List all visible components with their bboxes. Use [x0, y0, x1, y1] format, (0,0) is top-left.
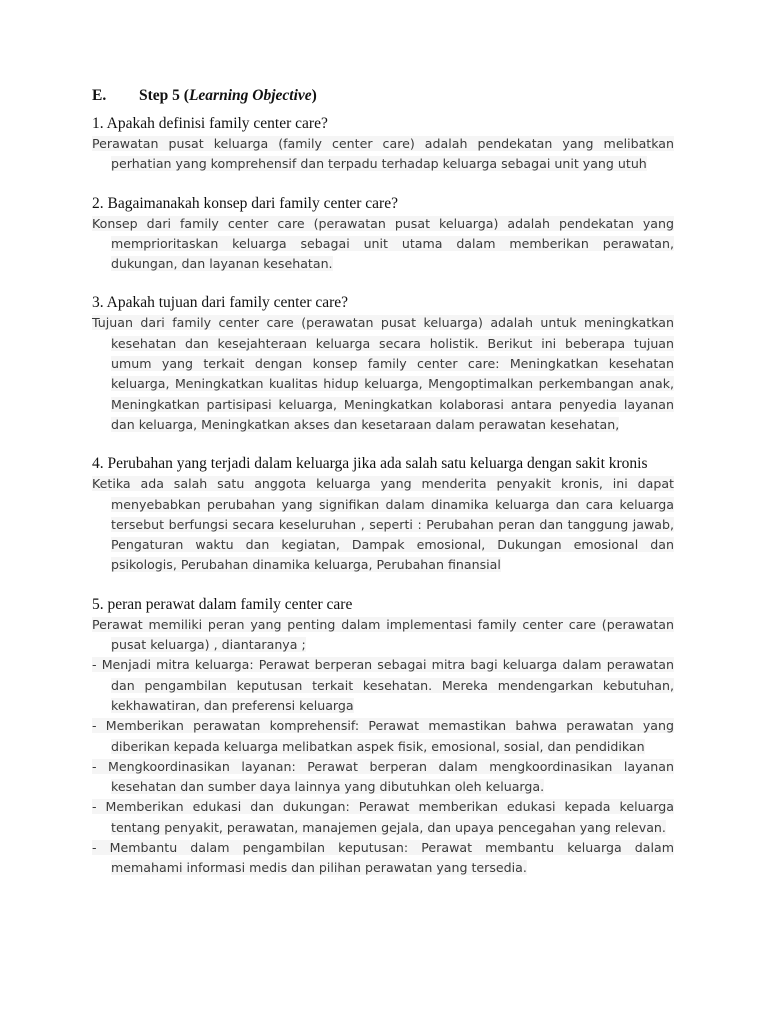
bullet-4-text: - Memberikan edukasi dan dukungan: Perawat memberikan edukasi kepada keluarga tentang penyakit, perawatan, manajemen gejala, dan upaya pencegahan yang relevan. [92, 799, 674, 835]
answer-3 [92, 313, 674, 435]
bullet-item [92, 838, 674, 879]
question-4: 4. Perubahan yang terjadi dalam keluarga jika ada salah satu keluarga dengan sakit kronis [92, 455, 648, 473]
answer-2 [92, 214, 674, 275]
bullet-item [92, 716, 674, 757]
bullet-item [92, 655, 674, 716]
answer-5-text: Perawat memiliki peran yang penting dalam implementasi family center care (perawatan pusat keluarga) , diantaranya ; [92, 616, 674, 653]
document-page [92, 86, 674, 879]
section-heading [92, 86, 674, 106]
question-2: 2. Bagaimanakah konsep dari family center care? [92, 194, 398, 212]
answer-3-text: Tujuan dari family center care (perawatan pusat keluarga) adalah untuk meningkatkan kesehatan dan kesejahteraan keluarga secara holistik. Berikut ini beberapa tujuan umum yang terkait dengan konsep family center care: Meningkatkan kesehatan keluarga, Meningkatkan kualitas hidup keluarga, Mengoptimalkan perkembangan anak, Meningkatkan partisipasi keluarga, Meningkatkan kolaborasi antara penyedia layanan dan keluarga, Meningkatkan akses dan kesetaraan dalam perawatan kesehatan, [92, 315, 674, 432]
bullet-item [92, 757, 674, 798]
bullet-2-text: - Memberikan perawatan komprehensif: Perawat memastikan bahwa perawatan yang diberikan kepada keluarga melibatkan aspek fisik, emosional, sosial, dan pendidikan [92, 718, 674, 754]
heading-prefix: Step 5 ( [139, 87, 189, 104]
section-letter: E. [92, 87, 107, 104]
bullet-1-text: - Menjadi mitra keluarga: Perawat berperan sebagai mitra bagi keluarga dalam perawatan dan pengambilan keputusan terkait kesehatan. Mereka mendengarkan kebutuhan, kekhawatiran, dan preferensi keluarga [92, 657, 674, 713]
answer-4 [92, 474, 674, 575]
question-5: 5. peran perawat dalam family center care [92, 595, 353, 613]
question-3: 3. Apakah tujuan dari family center care? [92, 294, 349, 312]
answer-4-text: Ketika ada salah satu anggota keluarga yang menderita penyakit kronis, ini dapat menyebabkan perubahan yang signifikan dalam dinamika keluarga dan cara keluarga tersebut berfungsi secara keseluruhan , seperti : Perubahan peran dan tanggung jawab, Pengaturan waktu dan kegiatan, Dampak emosional, Dukungan emosional dan psikologis, Perubahan dinamika keluarga, Perubahan finansial [92, 476, 674, 573]
bullet-item [92, 797, 674, 838]
question-1: 1. Apakah definisi family center care? [92, 115, 328, 132]
heading-italic: Learning Objective [188, 87, 312, 104]
answer-1 [92, 134, 674, 175]
bullet-3-text: - Mengkoordinasikan layanan: Perawat berperan dalam mengkoordinasikan layanan kesehatan dan sumber daya lainnya yang dibutuhkan oleh keluarga. [92, 758, 674, 795]
answer-2-text: Konsep dari family center care (perawatan pusat keluarga) adalah pendekatan yang memprioritaskan keluarga sebagai unit utama dalam memberikan perawatan, dukungan, dan layanan kesehatan. [92, 215, 674, 272]
answer-1-text: Perawatan pusat keluarga (family center care) adalah pendekatan yang melibatkan perhatian yang komprehensif dan terpadu terhadap keluarga sebagai unit yang utuh [92, 136, 674, 172]
bullet-5-text: - Membantu dalam pengambilan keputusan: Perawat membantu keluarga dalam memahami informasi medis dan pilihan perawatan yang tersedia. [92, 840, 674, 876]
heading-suffix: ) [311, 87, 317, 104]
answer-5 [92, 615, 674, 656]
